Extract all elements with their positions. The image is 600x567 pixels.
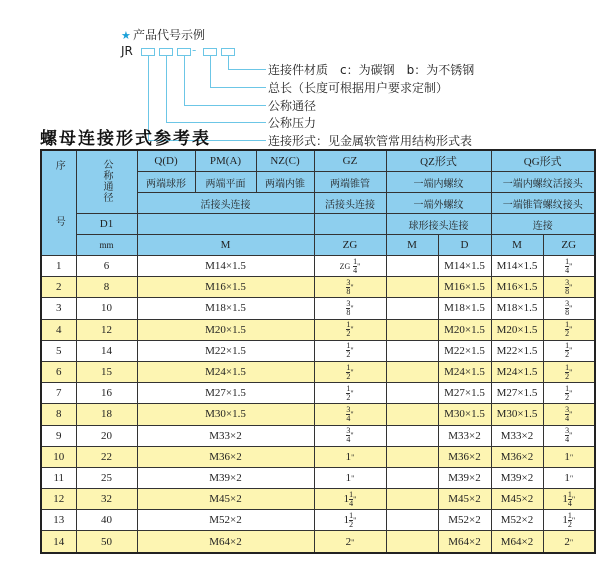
zg-cell: $\frac{3}{8}$ " [314, 277, 386, 298]
qz-d-cell: M36×2 [438, 446, 491, 467]
m-cell: M30×1.5 [137, 404, 314, 425]
code-box [177, 48, 191, 56]
table-title: 螺母连接形式参考表 [40, 129, 211, 149]
qg-m-cell: M24×1.5 [491, 361, 543, 382]
dn-cell: 6 [76, 256, 137, 277]
legend-material: 连接件材质 c：为碳钢 b：为不锈钢 [268, 63, 475, 77]
header-cell: 一端内螺纹 [386, 172, 491, 193]
qg-zg-cell: $\frac{3}{8}$ " [543, 298, 595, 319]
qz-m-cell [386, 489, 438, 510]
seq-cell: 6 [41, 361, 76, 382]
qz-d-cell: M20×1.5 [438, 319, 491, 340]
table-row [41, 298, 595, 319]
code-box [141, 48, 155, 56]
qg-zg-cell: $\frac{1}{4}$ " [543, 256, 595, 277]
table-row [41, 383, 595, 404]
zg-cell: 1" [314, 467, 386, 488]
qz-d-cell: M64×2 [438, 531, 491, 553]
qz-m-cell [386, 404, 438, 425]
dn-cell: 32 [76, 489, 137, 510]
qg-m-cell: M27×1.5 [491, 383, 543, 404]
col-nz: NZ(C) [256, 150, 314, 172]
table-row [41, 531, 595, 553]
dn-cell: 25 [76, 467, 137, 488]
header-cell: 两端锥管 [314, 172, 386, 193]
seq-cell: 8 [41, 404, 76, 425]
qz-m-cell [386, 256, 438, 277]
qg-m-cell: M52×2 [491, 510, 543, 531]
header-cell: ZG [314, 235, 386, 256]
col-qg: QG形式 [491, 150, 595, 172]
m-cell: M14×1.5 [137, 256, 314, 277]
header-cell: 两端平面 [195, 172, 256, 193]
col-seq: 序 号 [41, 150, 76, 256]
legend-pressure: 公称压力 [268, 116, 317, 130]
dn-cell: 18 [76, 404, 137, 425]
qg-m-cell: M18×1.5 [491, 298, 543, 319]
qg-zg-cell: $\frac{1}{2}$ " [543, 319, 595, 340]
qz-m-cell [386, 510, 438, 531]
header-cell: M [386, 235, 438, 256]
table-row [41, 446, 595, 467]
qg-m-cell: M33×2 [491, 425, 543, 446]
code-box [203, 48, 217, 56]
dn-cell: 50 [76, 531, 137, 553]
qz-m-cell [386, 298, 438, 319]
header-cell: mm [76, 235, 137, 256]
qg-zg-cell: 1 $\frac{1}{2}$ " [543, 510, 595, 531]
header-cell: 一端锥管螺纹接头 [491, 193, 595, 214]
qz-m-cell [386, 361, 438, 382]
seq-cell: 2 [41, 277, 76, 298]
header-cell: M [491, 235, 543, 256]
m-cell: M33×2 [137, 425, 314, 446]
qz-d-cell: M18×1.5 [438, 298, 491, 319]
qg-m-cell: M39×2 [491, 467, 543, 488]
col-q: Q(D) [137, 150, 195, 172]
qz-m-cell [386, 277, 438, 298]
qg-zg-cell: 2" [543, 531, 595, 553]
qz-d-cell: M45×2 [438, 489, 491, 510]
code-prefix: JR [121, 44, 133, 58]
col-gz: GZ [314, 150, 386, 172]
table-row [41, 340, 595, 361]
qg-m-cell: M22×1.5 [491, 340, 543, 361]
m-cell: M22×1.5 [137, 340, 314, 361]
seq-cell: 3 [41, 298, 76, 319]
qg-m-cell: M30×1.5 [491, 404, 543, 425]
dn-cell: 14 [76, 340, 137, 361]
header-cell: 连接 [491, 214, 595, 235]
qg-m-cell: M36×2 [491, 446, 543, 467]
m-cell: M39×2 [137, 467, 314, 488]
qz-m-cell [386, 531, 438, 553]
dn-cell: 10 [76, 298, 137, 319]
seq-cell: 1 [41, 256, 76, 277]
table-row [41, 361, 595, 382]
header-cell: 两端内锥 [256, 172, 314, 193]
qg-m-cell: M64×2 [491, 531, 543, 553]
code-dash: - [192, 43, 197, 57]
table-row [41, 277, 595, 298]
qz-d-cell: M33×2 [438, 425, 491, 446]
qz-m-cell [386, 446, 438, 467]
m-cell: M16×1.5 [137, 277, 314, 298]
nut-connection-table [40, 149, 596, 554]
qz-m-cell [386, 467, 438, 488]
qg-zg-cell: $\frac{1}{2}$ " [543, 340, 595, 361]
zg-cell: 1" [314, 446, 386, 467]
qz-d-cell: M52×2 [438, 510, 491, 531]
qz-m-cell [386, 383, 438, 404]
col-dn: 公称通径 [76, 150, 137, 214]
seq-cell: 11 [41, 467, 76, 488]
zg-cell: $\frac{1}{2}$ " [314, 319, 386, 340]
qg-zg-cell: 1 $\frac{1}{4}$ " [543, 489, 595, 510]
m-cell: M20×1.5 [137, 319, 314, 340]
qz-d-cell: M16×1.5 [438, 277, 491, 298]
table-row [41, 256, 595, 277]
header-cell [314, 214, 386, 235]
qz-d-cell: M39×2 [438, 467, 491, 488]
header-cell: D [438, 235, 491, 256]
code-box [159, 48, 173, 56]
dn-cell: 16 [76, 383, 137, 404]
col-qz: QZ形式 [386, 150, 491, 172]
header-cell: 球形接头连接 [386, 214, 491, 235]
dn-cell: 8 [76, 277, 137, 298]
zg-cell: $\frac{3}{4}$ " [314, 404, 386, 425]
zg-cell: $\frac{1}{2}$ " [314, 340, 386, 361]
star-icon: ★ [121, 29, 131, 42]
table-row [41, 510, 595, 531]
legend-length: 总长（长度可根据用户要求定制） [268, 81, 449, 95]
qg-zg-cell: 1" [543, 467, 595, 488]
table-row [41, 467, 595, 488]
m-cell: M18×1.5 [137, 298, 314, 319]
seq-cell: 12 [41, 489, 76, 510]
zg-cell: $\frac{1}{2}$ " [314, 361, 386, 382]
col-pm: PM(A) [195, 150, 256, 172]
zg-cell: 2" [314, 531, 386, 553]
qz-m-cell [386, 425, 438, 446]
qz-d-cell: M30×1.5 [438, 404, 491, 425]
table-row [41, 319, 595, 340]
qg-zg-cell: $\frac{1}{2}$ " [543, 361, 595, 382]
m-cell: M27×1.5 [137, 383, 314, 404]
qz-m-cell [386, 340, 438, 361]
zg-cell: ZG $\frac{1}{4}$ " [314, 256, 386, 277]
seq-cell: 10 [41, 446, 76, 467]
header-cell: 一端内螺纹活接头 [491, 172, 595, 193]
seq-cell: 14 [41, 531, 76, 553]
qg-zg-cell: $\frac{3}{8}$ " [543, 277, 595, 298]
qz-d-cell: M14×1.5 [438, 256, 491, 277]
header-cell: D1 [76, 214, 137, 235]
dn-cell: 22 [76, 446, 137, 467]
header-cell: 两端球形 [137, 172, 195, 193]
dn-cell: 15 [76, 361, 137, 382]
legend-connection: 连接形式：见金属软管常用结构形式表 [268, 134, 473, 148]
seq-cell: 7 [41, 383, 76, 404]
qg-zg-cell: $\frac{3}{4}$ " [543, 425, 595, 446]
seq-cell: 5 [41, 340, 76, 361]
header-cell: ZG [543, 235, 595, 256]
dn-cell: 40 [76, 510, 137, 531]
m-cell: M36×2 [137, 446, 314, 467]
header-cell: 一端外螺纹 [386, 193, 491, 214]
qg-m-cell: M20×1.5 [491, 319, 543, 340]
header-cell: M [137, 235, 314, 256]
seq-cell: 9 [41, 425, 76, 446]
example-heading: 产品代号示例 [133, 28, 206, 42]
seq-cell: 4 [41, 319, 76, 340]
qg-zg-cell: 1" [543, 446, 595, 467]
qz-d-cell: M22×1.5 [438, 340, 491, 361]
zg-cell: $\frac{1}{2}$ " [314, 383, 386, 404]
seq-cell: 13 [41, 510, 76, 531]
qg-m-cell: M14×1.5 [491, 256, 543, 277]
header-cell: 活接头连接 [137, 193, 314, 214]
legend-diameter: 公称通径 [268, 99, 317, 113]
qg-m-cell: M45×2 [491, 489, 543, 510]
table-row [41, 489, 595, 510]
zg-cell: $\frac{3}{8}$ " [314, 298, 386, 319]
table-row [41, 425, 595, 446]
m-cell: M24×1.5 [137, 361, 314, 382]
qg-m-cell: M16×1.5 [491, 277, 543, 298]
table-row [41, 404, 595, 425]
zg-cell: 1 $\frac{1}{4}$ " [314, 489, 386, 510]
header-cell [137, 214, 314, 235]
dn-cell: 12 [76, 319, 137, 340]
qz-d-cell: M27×1.5 [438, 383, 491, 404]
qz-m-cell [386, 319, 438, 340]
m-cell: M52×2 [137, 510, 314, 531]
qg-zg-cell: $\frac{3}{4}$ " [543, 404, 595, 425]
header-cell: 活接头连接 [314, 193, 386, 214]
qz-d-cell: M24×1.5 [438, 361, 491, 382]
dn-cell: 20 [76, 425, 137, 446]
code-box [221, 48, 235, 56]
qg-zg-cell: $\frac{1}{2}$ " [543, 383, 595, 404]
m-cell: M45×2 [137, 489, 314, 510]
m-cell: M64×2 [137, 531, 314, 553]
zg-cell: $\frac{3}{4}$ " [314, 425, 386, 446]
zg-cell: 1 $\frac{1}{2}$ " [314, 510, 386, 531]
